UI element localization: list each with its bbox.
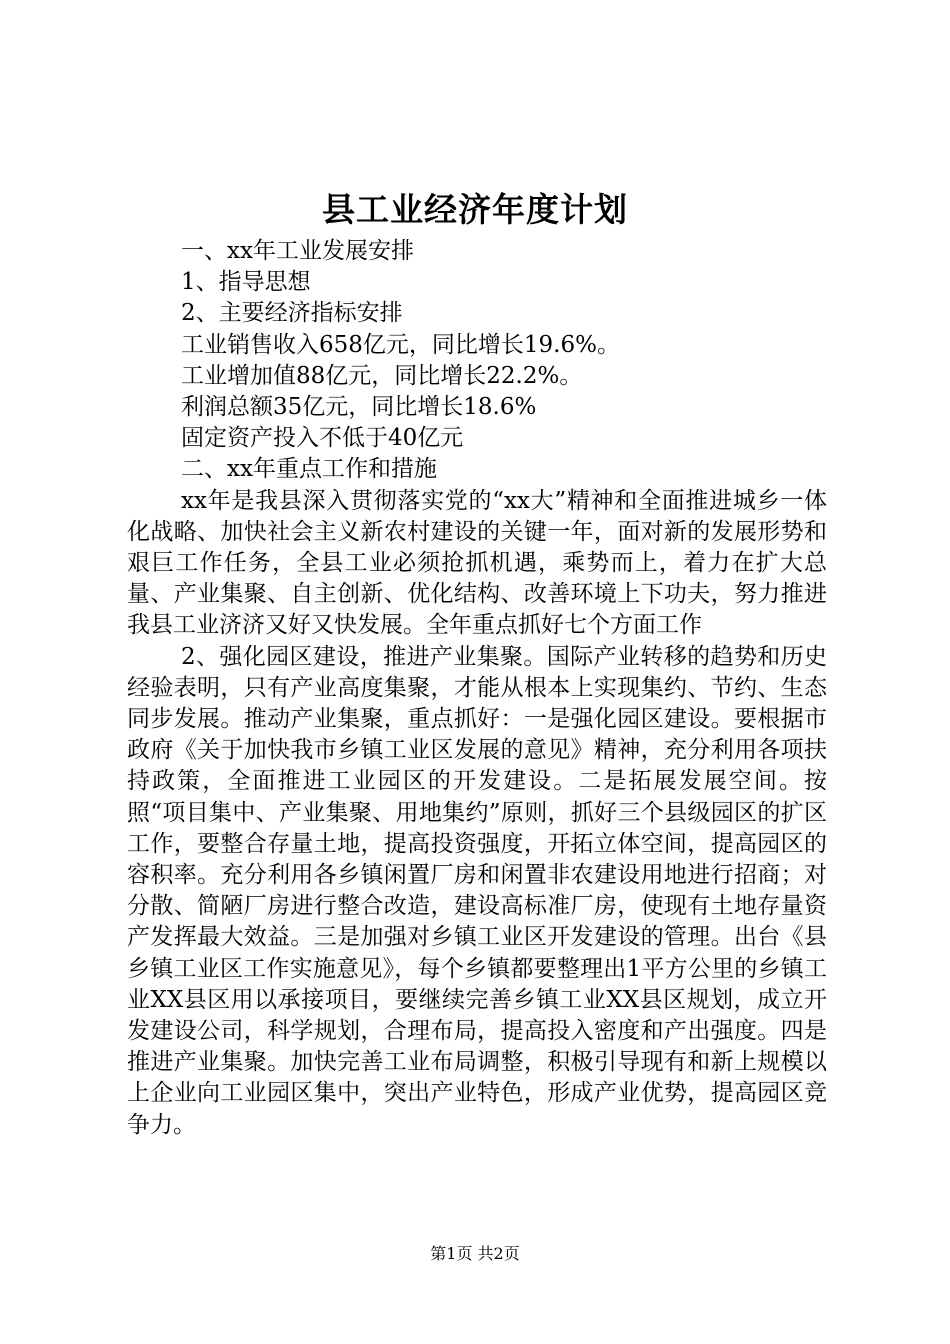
page-footer: 第1页 共2页 [430, 1244, 520, 1263]
document-body [127, 236, 827, 1141]
section-heading-1: 一、xx年工业发展安排 [181, 238, 414, 264]
target-profit: 利润总额35亿元，同比增长18.6% [181, 393, 537, 420]
target-sales-revenue: 工业销售收入658亿元，同比增长19.6%。 [181, 331, 620, 358]
section-heading-2: 二、xx年重点工作和措施 [181, 456, 437, 483]
paragraph-overview: xx年是我县深入贯彻落实党的“xx大”精神和全面推进城乡一体化战略、加快社会主义新农村建设的关键一年，面对新的发展形势和艰巨工作任务，全县工业必须抢抓机遇，乘势而上，着力在扩大总量、产业集聚、自主创新、优化结构、改善环境上下功夫，努力推进我县工业济济又好又快发展。全年重点抓好七个方面工作 [127, 487, 827, 639]
subheading-economic-targets: 2、主要经济指标安排 [181, 300, 403, 327]
target-fixed-investment: 固定资产投入不低于40亿元 [181, 425, 464, 452]
document-title: 县工业经济年度计划 [322, 190, 628, 229]
target-value-added: 工业增加值88亿元，同比增长22.2%。 [181, 362, 583, 389]
subheading-guiding-thought: 1、指导思想 [181, 269, 311, 296]
paragraph-park-construction: 2、强化园区建设，推进产业集聚。国际产业转移的趋势和历史经验表明，只有产业高度集聚，才能从根本上实现集约、节约、生态同步发展。推动产业集聚，重点抓好：一是强化园区建设。要根据市政府《关于加快我市乡镇工业区发展的意见》精神，充分利用各项扶持政策，全面推进工业园区的开发建设。二是拓展发展空间。按照“项目集中、产业集聚、用地集约”原则，抓好三个县级园区的扩区工作，要整合存量土地，提高投资强度，开拓立体空间，提高园区的容积率。充分利用各乡镇闲置厂房和闲置非农建设用地进行招商；对分散、简陋厂房进行整合改造，建设高标准厂房，使现有土地存量资产发挥最大效益。三是加强对乡镇工业区开发建设的管理。出台《县乡镇工业区工作实施意见》，每个乡镇都要整理出1平方公里的乡镇工业XX县区用以承接项目，要继续完善乡镇工业XX县区规划，成立开发建设公司，科学规划，合理布局，提高投入密度和产出强度。四是推进产业集聚。加快完善工业布局调整，积极引导现有和新上规模以上企业向工业园区集中，突出产业特色，形成产业优势，提高园区竞争力。 [127, 643, 827, 1138]
